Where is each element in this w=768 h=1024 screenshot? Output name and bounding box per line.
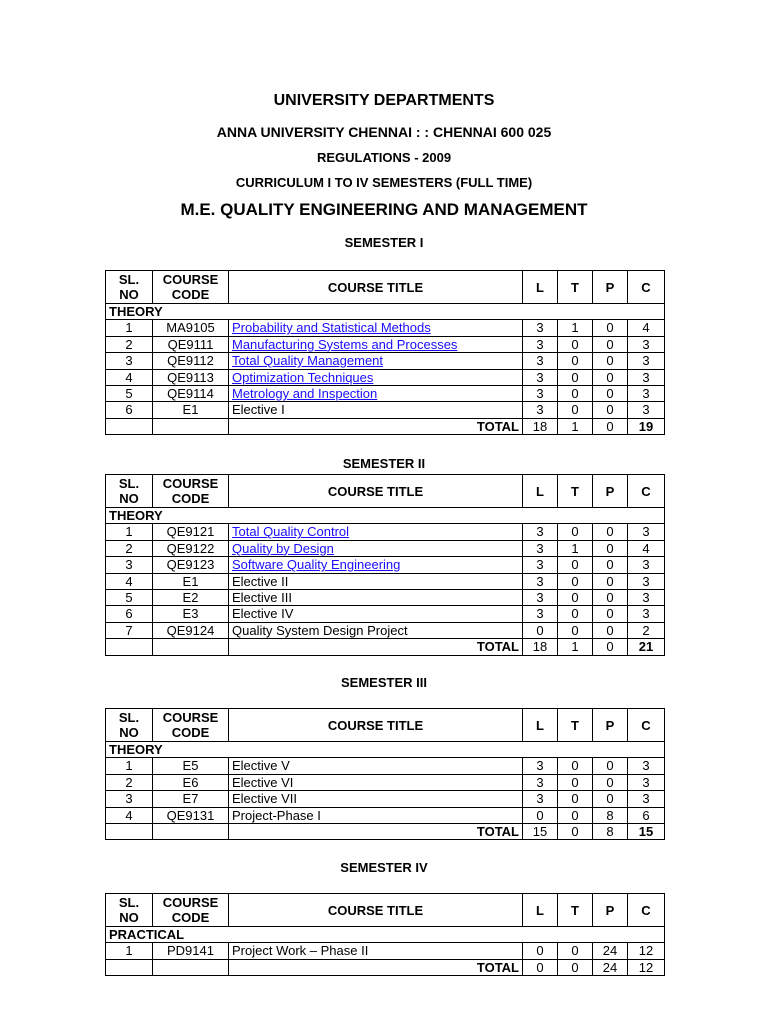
table-row (106, 807, 665, 823)
course-title-link[interactable]: Probability and Statistical Methods (232, 320, 431, 336)
table-header-row (106, 475, 665, 508)
cell-c: 3 (628, 791, 665, 807)
cell-t: 0 (558, 622, 593, 638)
total-empty-slno (106, 639, 153, 655)
header-slno-line2: NO (119, 725, 139, 740)
course-title-text: Elective I (232, 402, 285, 418)
cell-p: 8 (593, 807, 628, 823)
header-t: T (558, 475, 593, 508)
cell-l: 3 (523, 386, 558, 402)
section-label: THEORY (106, 304, 665, 320)
table-row (106, 386, 665, 402)
cell-l: 3 (523, 758, 558, 774)
cell-p: 0 (593, 353, 628, 369)
cell-l: 0 (523, 807, 558, 823)
total-empty-code (153, 959, 229, 975)
cell-c: 4 (628, 320, 665, 336)
cell-course-title (229, 524, 523, 540)
header-slno-line2: NO (119, 491, 139, 506)
cell-l: 3 (523, 540, 558, 556)
header-code-line2: CODE (171, 287, 210, 302)
header-p: P (593, 894, 628, 927)
total-empty-slno (106, 418, 153, 434)
cell-slno: 4 (106, 369, 153, 385)
section-row (106, 304, 665, 320)
cell-slno: 2 (106, 540, 153, 556)
course-title-text: Elective IV (232, 606, 294, 622)
cell-l: 3 (523, 369, 558, 385)
cell-t: 0 (558, 369, 593, 385)
total-empty-code (153, 824, 229, 840)
cell-c: 3 (628, 369, 665, 385)
course-table (105, 270, 665, 435)
cell-t: 0 (558, 386, 593, 402)
cell-c: 4 (628, 540, 665, 556)
cell-p: 0 (593, 622, 628, 638)
table-row (106, 557, 665, 573)
total-label: TOTAL (229, 418, 523, 434)
header-course-code (153, 475, 229, 508)
cell-course-title (229, 369, 523, 385)
cell-l: 3 (523, 557, 558, 573)
table-row (106, 573, 665, 589)
course-title-link[interactable]: Optimization Techniques (232, 369, 374, 385)
header-code-line2: CODE (171, 910, 210, 925)
cell-course-title (229, 540, 523, 556)
cell-slno: 1 (106, 943, 153, 959)
cell-course-code: MA9105 (153, 320, 229, 336)
course-title-text: Elective III (232, 590, 292, 606)
course-title-text: Quality System Design Project (232, 622, 408, 638)
cell-t: 0 (558, 807, 593, 823)
curriculum-heading: CURRICULUM I TO IV SEMESTERS (FULL TIME) (235, 175, 533, 190)
cell-course-title (229, 402, 523, 418)
header-code-line1: COURSE (162, 476, 219, 491)
header-slno (106, 709, 153, 742)
cell-c: 3 (628, 606, 665, 622)
cell-course-code: QE9123 (153, 557, 229, 573)
header-c: C (628, 709, 665, 742)
cell-course-code: E1 (153, 573, 229, 589)
cell-c: 2 (628, 622, 665, 638)
cell-c: 3 (628, 557, 665, 573)
header-code-line1: COURSE (162, 895, 219, 910)
header-slno (106, 475, 153, 508)
header-code-line2: CODE (171, 491, 210, 506)
cell-course-code: QE9114 (153, 386, 229, 402)
total-empty-slno (106, 824, 153, 840)
cell-c: 3 (628, 590, 665, 606)
header-course-code (153, 894, 229, 927)
cell-p: 24 (593, 943, 628, 959)
total-t: 0 (558, 824, 593, 840)
cell-c: 3 (628, 336, 665, 352)
cell-l: 3 (523, 791, 558, 807)
cell-course-code: QE9131 (153, 807, 229, 823)
cell-p: 0 (593, 791, 628, 807)
cell-p: 0 (593, 573, 628, 589)
cell-l: 3 (523, 336, 558, 352)
cell-p: 0 (593, 774, 628, 790)
course-title-text: Elective II (232, 573, 289, 589)
table-row (106, 540, 665, 556)
total-t: 1 (558, 639, 593, 655)
cell-slno: 3 (106, 557, 153, 573)
header-slno (106, 894, 153, 927)
course-title-link[interactable]: Total Quality Management (232, 353, 384, 369)
total-row (106, 824, 665, 840)
cell-slno: 1 (106, 524, 153, 540)
cell-course-title (229, 320, 523, 336)
table-row (106, 402, 665, 418)
cell-c: 3 (628, 758, 665, 774)
course-title-link[interactable]: Software Quality Engineering (232, 557, 401, 573)
cell-slno: 2 (106, 774, 153, 790)
cell-p: 0 (593, 386, 628, 402)
cell-c: 3 (628, 386, 665, 402)
total-label: TOTAL (229, 959, 523, 975)
header-l: L (523, 709, 558, 742)
total-p: 0 (593, 639, 628, 655)
total-p: 0 (593, 418, 628, 434)
cell-c: 3 (628, 774, 665, 790)
table-row (106, 336, 665, 352)
header-code-line1: COURSE (162, 710, 219, 725)
cell-t: 1 (558, 320, 593, 336)
cell-course-title (229, 557, 523, 573)
total-row (106, 959, 665, 975)
course-table (105, 474, 665, 656)
header-l: L (523, 271, 558, 304)
cell-c: 3 (628, 524, 665, 540)
header-p: P (593, 271, 628, 304)
total-c: 19 (628, 418, 665, 434)
header-c: C (628, 271, 665, 304)
cell-slno: 4 (106, 573, 153, 589)
cell-t: 0 (558, 336, 593, 352)
programme-title: M.E. QUALITY ENGINEERING AND MANAGEMENT (180, 200, 588, 219)
cell-t: 0 (558, 573, 593, 589)
cell-p: 0 (593, 590, 628, 606)
header-c: C (628, 475, 665, 508)
semester-title: SEMESTER IV (340, 860, 428, 875)
section-label: THEORY (106, 508, 665, 524)
course-title-text: Project Work – Phase II (232, 943, 369, 959)
table-row (106, 943, 665, 959)
header-t: T (558, 894, 593, 927)
cell-t: 0 (558, 353, 593, 369)
course-title-text: Project-Phase I (232, 807, 321, 823)
cell-slno: 1 (106, 758, 153, 774)
section-label: PRACTICAL (106, 927, 665, 943)
cell-course-title (229, 386, 523, 402)
total-l: 18 (523, 418, 558, 434)
table-row (106, 524, 665, 540)
cell-p: 0 (593, 540, 628, 556)
total-empty-code (153, 418, 229, 434)
cell-t: 1 (558, 540, 593, 556)
cell-t: 0 (558, 557, 593, 573)
cell-course-title (229, 573, 523, 589)
regulations-heading: REGULATIONS - 2009 (316, 150, 452, 165)
cell-slno: 6 (106, 606, 153, 622)
cell-p: 0 (593, 524, 628, 540)
total-p: 8 (593, 824, 628, 840)
cell-l: 0 (523, 943, 558, 959)
cell-p: 0 (593, 557, 628, 573)
header-course-title: COURSE TITLE (229, 894, 523, 927)
header-t: T (558, 709, 593, 742)
course-table (105, 893, 665, 976)
cell-course-code: PD9141 (153, 943, 229, 959)
cell-slno: 4 (106, 807, 153, 823)
header-code-line2: CODE (171, 725, 210, 740)
cell-t: 0 (558, 943, 593, 959)
cell-t: 0 (558, 606, 593, 622)
cell-course-title (229, 791, 523, 807)
header-slno (106, 271, 153, 304)
cell-slno: 3 (106, 791, 153, 807)
cell-p: 0 (593, 369, 628, 385)
table-row (106, 774, 665, 790)
cell-course-code: QE9122 (153, 540, 229, 556)
course-title-text: Elective V (232, 758, 290, 774)
cell-course-title (229, 336, 523, 352)
cell-l: 3 (523, 573, 558, 589)
total-c: 12 (628, 959, 665, 975)
table-row (106, 590, 665, 606)
cell-l: 3 (523, 590, 558, 606)
header-slno-line2: NO (119, 287, 139, 302)
cell-course-title (229, 606, 523, 622)
semester-title: SEMESTER II (342, 456, 426, 471)
cell-course-code: QE9121 (153, 524, 229, 540)
cell-t: 0 (558, 402, 593, 418)
cell-t: 0 (558, 774, 593, 790)
cell-l: 3 (523, 524, 558, 540)
table-row (106, 758, 665, 774)
cell-l: 0 (523, 622, 558, 638)
cell-slno: 5 (106, 386, 153, 402)
cell-t: 0 (558, 524, 593, 540)
cell-course-code: E5 (153, 758, 229, 774)
cell-course-code: E2 (153, 590, 229, 606)
table-row (106, 606, 665, 622)
cell-t: 0 (558, 590, 593, 606)
course-title-link[interactable]: Manufacturing Systems and Processes (232, 336, 458, 352)
header-l: L (523, 475, 558, 508)
cell-course-code: QE9124 (153, 622, 229, 638)
cell-slno: 1 (106, 320, 153, 336)
table-row (106, 622, 665, 638)
table-header-row (106, 709, 665, 742)
total-label: TOTAL (229, 639, 523, 655)
cell-slno: 3 (106, 353, 153, 369)
table-header-row (106, 894, 665, 927)
header-t: T (558, 271, 593, 304)
cell-slno: 6 (106, 402, 153, 418)
cell-c: 12 (628, 943, 665, 959)
cell-t: 0 (558, 791, 593, 807)
cell-course-title (229, 943, 523, 959)
cell-c: 3 (628, 402, 665, 418)
table-header-row (106, 271, 665, 304)
cell-c: 3 (628, 573, 665, 589)
header-slno-line1: SL. (118, 272, 140, 287)
header-p: P (593, 475, 628, 508)
total-c: 21 (628, 639, 665, 655)
semester-title: SEMESTER I (344, 235, 424, 250)
section-row (106, 927, 665, 943)
cell-c: 3 (628, 353, 665, 369)
cell-p: 0 (593, 402, 628, 418)
cell-course-code: QE9113 (153, 369, 229, 385)
total-empty-slno (106, 959, 153, 975)
cell-t: 0 (558, 758, 593, 774)
cell-p: 0 (593, 320, 628, 336)
cell-course-title (229, 807, 523, 823)
header-c: C (628, 894, 665, 927)
header-l: L (523, 894, 558, 927)
section-row (106, 508, 665, 524)
total-l: 0 (523, 959, 558, 975)
course-table (105, 708, 665, 840)
cell-course-code: QE9112 (153, 353, 229, 369)
cell-slno: 5 (106, 590, 153, 606)
cell-l: 3 (523, 353, 558, 369)
header-course-code (153, 709, 229, 742)
header-slno-line1: SL. (118, 476, 140, 491)
department-heading: UNIVERSITY DEPARTMENTS (273, 92, 495, 109)
total-empty-code (153, 639, 229, 655)
cell-p: 0 (593, 336, 628, 352)
header-course-title: COURSE TITLE (229, 709, 523, 742)
cell-slno: 2 (106, 336, 153, 352)
header-course-code (153, 271, 229, 304)
total-row (106, 639, 665, 655)
cell-course-code: QE9111 (153, 336, 229, 352)
cell-slno: 7 (106, 622, 153, 638)
course-title-text: Elective VII (232, 791, 298, 807)
table-row (106, 791, 665, 807)
table-row (106, 320, 665, 336)
cell-l: 3 (523, 606, 558, 622)
header-slno-line2: NO (119, 910, 139, 925)
cell-course-title (229, 774, 523, 790)
cell-course-code: E1 (153, 402, 229, 418)
total-c: 15 (628, 824, 665, 840)
total-label: TOTAL (229, 824, 523, 840)
cell-l: 3 (523, 774, 558, 790)
cell-course-code: E6 (153, 774, 229, 790)
header-p: P (593, 709, 628, 742)
section-row (106, 742, 665, 758)
section-label: THEORY (106, 742, 665, 758)
cell-course-title (229, 590, 523, 606)
cell-course-title (229, 758, 523, 774)
cell-course-title (229, 353, 523, 369)
cell-l: 3 (523, 320, 558, 336)
total-row (106, 418, 665, 434)
course-title-link[interactable]: Metrology and Inspection (232, 386, 378, 402)
university-heading: ANNA UNIVERSITY CHENNAI : : CHENNAI 600 025 (216, 124, 552, 140)
cell-p: 0 (593, 606, 628, 622)
table-row (106, 369, 665, 385)
cell-course-code: E3 (153, 606, 229, 622)
cell-c: 6 (628, 807, 665, 823)
header-code-line1: COURSE (162, 272, 219, 287)
course-title-text: Elective VI (232, 774, 294, 790)
cell-l: 3 (523, 402, 558, 418)
cell-course-code: E7 (153, 791, 229, 807)
total-t: 0 (558, 959, 593, 975)
cell-p: 0 (593, 758, 628, 774)
cell-course-title (229, 622, 523, 638)
total-l: 18 (523, 639, 558, 655)
semester-title: SEMESTER III (341, 675, 427, 690)
header-slno-line1: SL. (118, 710, 140, 725)
course-title-link[interactable]: Quality by Design (232, 540, 334, 556)
header-slno-line1: SL. (118, 895, 140, 910)
header-course-title: COURSE TITLE (229, 475, 523, 508)
table-row (106, 353, 665, 369)
total-t: 1 (558, 418, 593, 434)
header-course-title: COURSE TITLE (229, 271, 523, 304)
total-p: 24 (593, 959, 628, 975)
course-title-link[interactable]: Total Quality Control (232, 524, 350, 540)
total-l: 15 (523, 824, 558, 840)
